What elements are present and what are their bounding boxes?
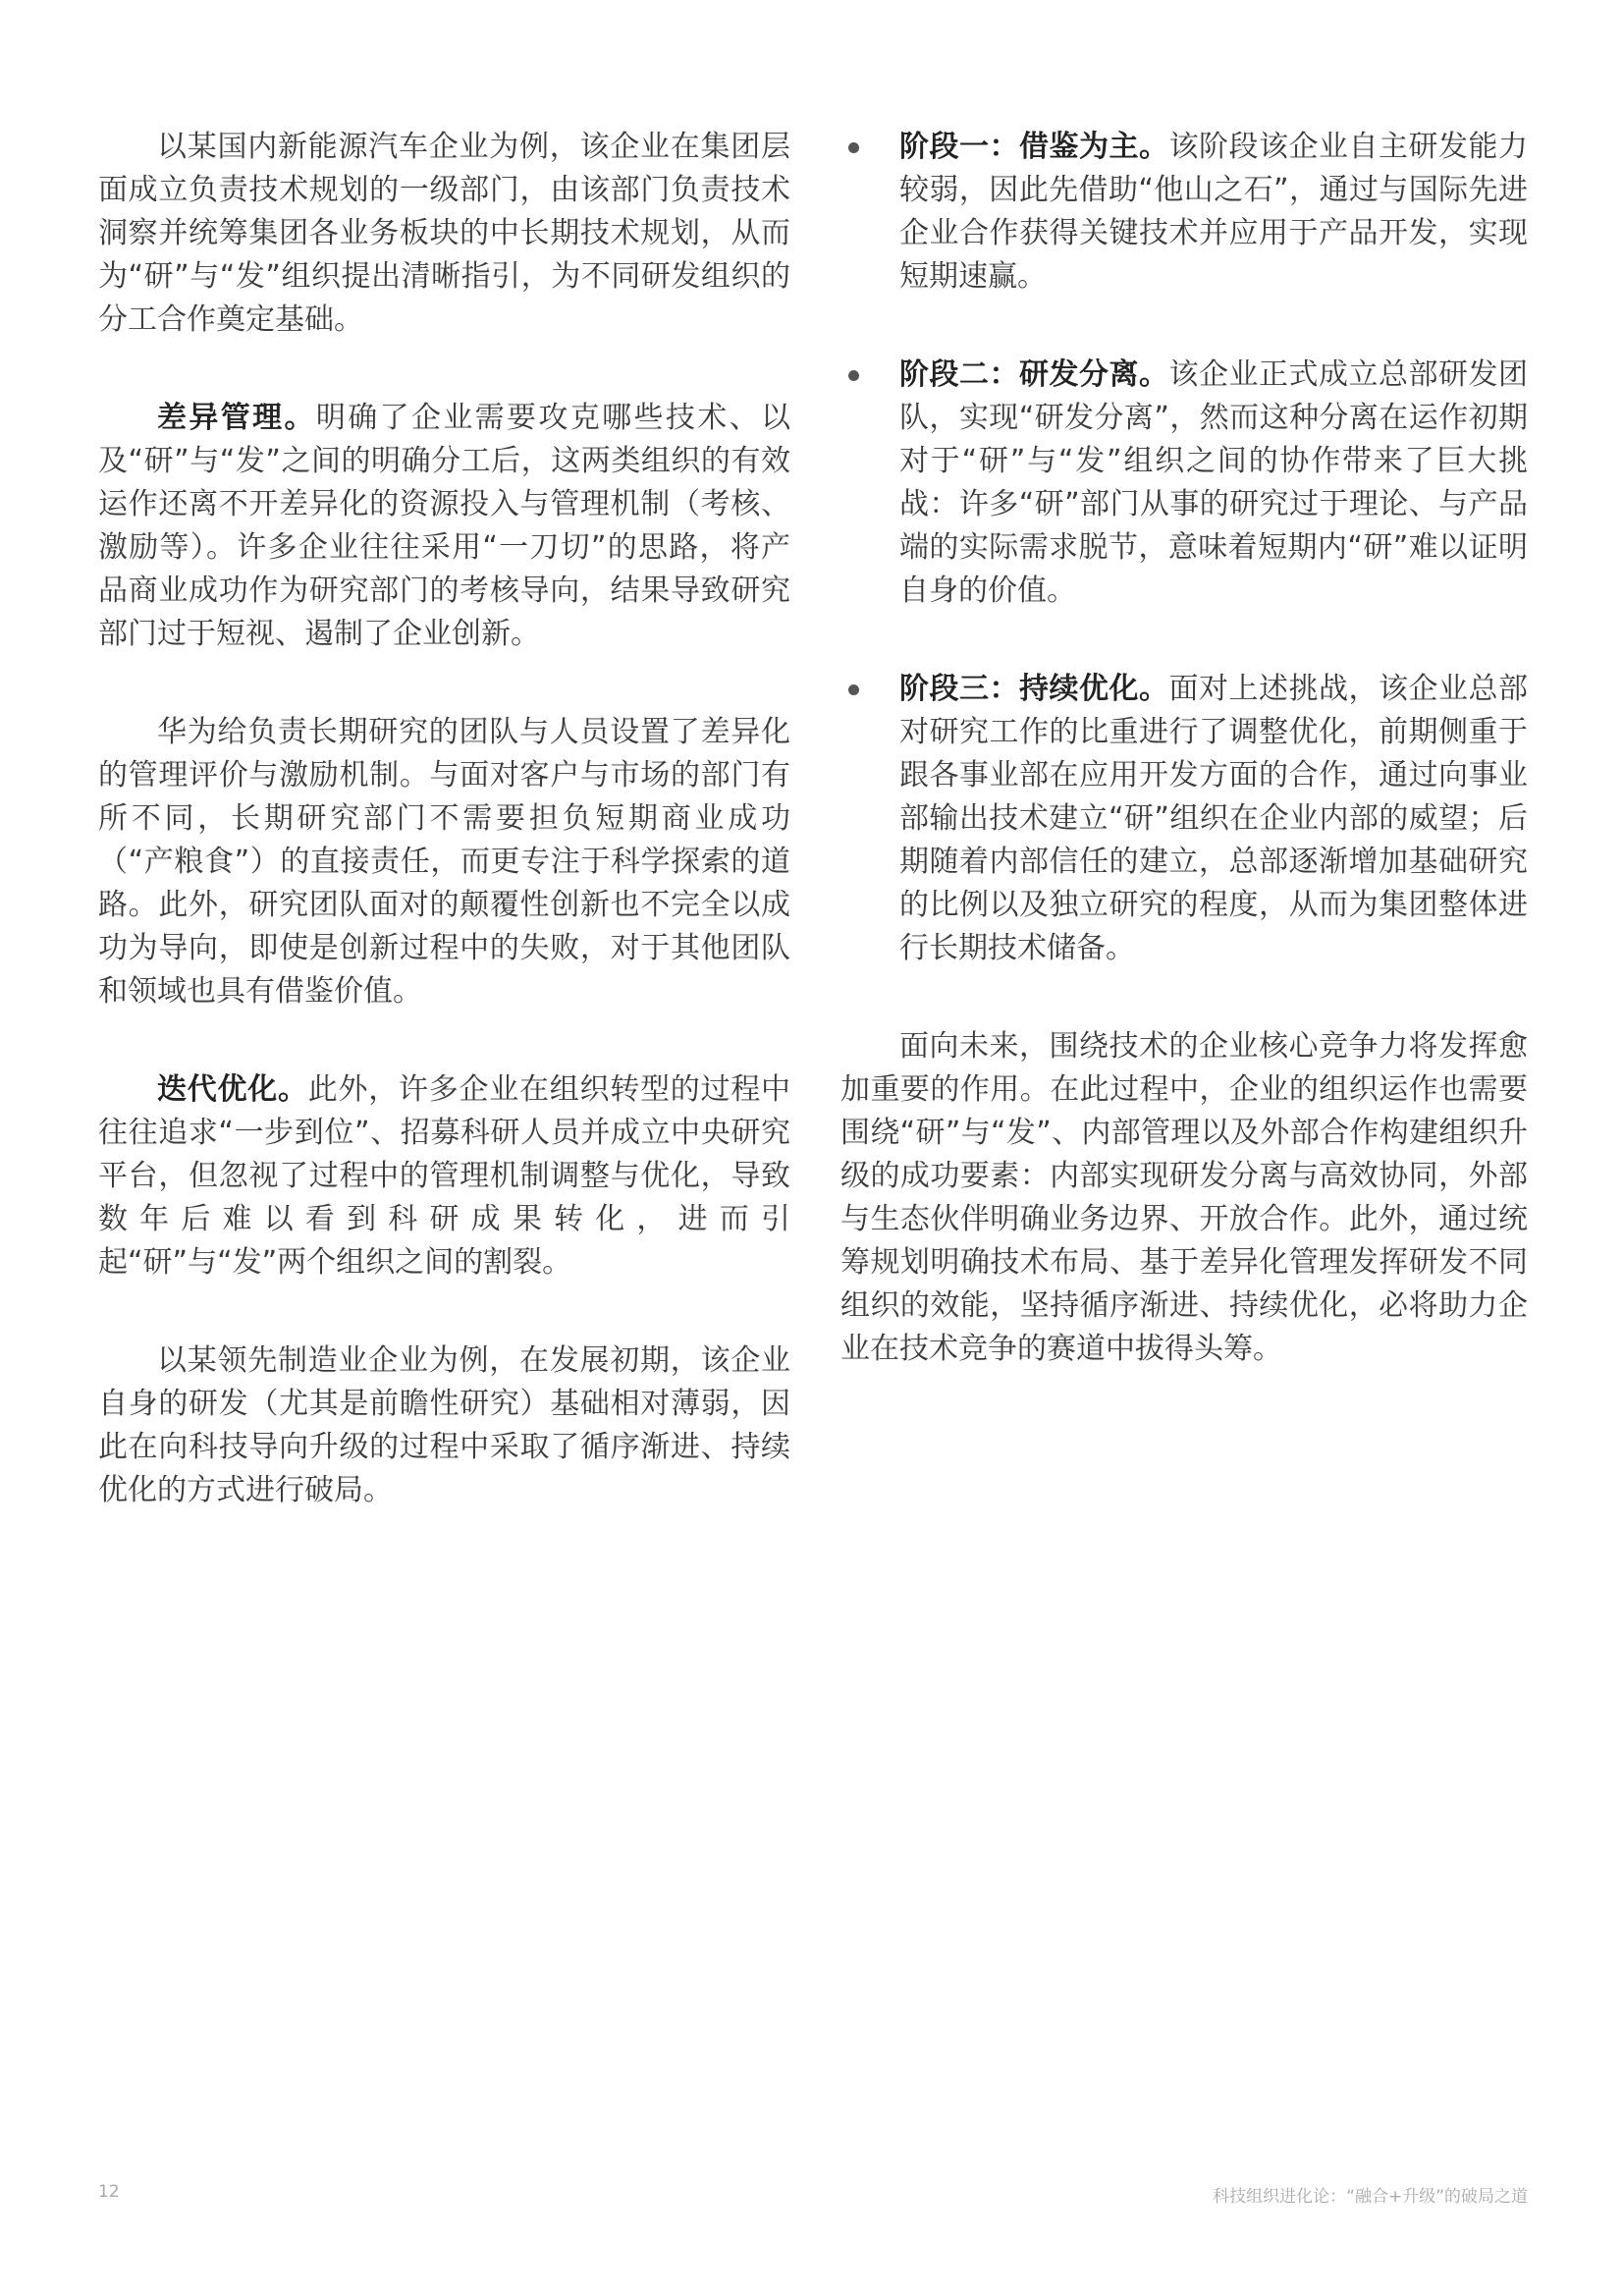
bullet-heading: 阶段三：持续优化。 <box>899 672 1169 706</box>
closing-paragraph: 面向未来，围绕技术的企业核心竞争力将发挥愈加重要的作用。在此过程中，企业的组织运作也需要围绕“研”与“发”、内部管理以及外部合作构建组织升级的成功要素：内部实现研发分离与高效协同，外部与生态伙伴明确业务边界、开放合作。此外，通过统筹规划明确技术布局、基于差异化管理发挥研发不同组织的效能，坚持循序渐进、持续优化，必将助力企业在技术竞争的赛道中拔得头筹。 <box>840 1029 1528 1366</box>
page-number: 12 <box>98 2182 120 2202</box>
running-title: 科技组织进化论：“融合+升级”的破局之道 <box>1213 2187 1528 2207</box>
left-column <box>98 126 790 1567</box>
bullet-item: 阶段三：持续优化。面对上述挑战，该企业总部对研究工作的比重进行了调整优化，前期侧重于跟各事业部在应用开发方面的合作，通过向事业部输出技术建立“研”组织在企业内部的威望；后期随着内部信任的建立，总部逐渐增加基础研究的比例以及独立研究的程度，从而为集团整体进行长期技术储备。 <box>840 668 1528 970</box>
paragraph: 迭代优化。此外，许多企业在组织转型的过程中往往追求“一步到位”、招募科研人员并成立中央研究平台，但忽视了过程中的管理机制调整与优化，导致数年后难以看到科研成果转化，进而引起“研”与“发”两个组织之间的割裂。 <box>98 1072 790 1280</box>
bullet-heading: 阶段二：研发分离。 <box>899 357 1169 392</box>
paragraph-heading: 差异管理。 <box>157 401 316 435</box>
paragraph: 以某领先制造业企业为例，在发展初期，该企业自身的研发（尤其是前瞻性研究）基础相对薄弱，因此在向科技导向升级的过程中采取了循序渐进、持续优化的方式进行破局。 <box>98 1343 790 1507</box>
paragraph: 华为给负责长期研究的团队与人员设置了差异化的管理评价与激励机制。与面对客户与市场的部门有所不同，长期研究部门不需要担负短期商业成功（“产粮食”）的直接责任，而更专注于科学探索的道路。此外，研究团队面对的颠覆性创新也不完全以成功为导向，即使是创新过程中的失败，对于其他团队和领域也具有借鉴价值。 <box>98 715 790 1009</box>
bullet-dot-icon <box>848 684 859 695</box>
bullet-item: 阶段二：研发分离。该企业正式成立总部研发团队，实现“研发分离”，然而这种分离在运作初期对于“研”与“发”组织之间的协作带来了巨大挑战：许多“研”部门从事的研究过于理论、与产品端的实际需求脱节，意味着短期内“研”难以证明自身的价值。 <box>840 354 1528 613</box>
bullet-dot-icon <box>848 142 859 153</box>
paragraph: 差异管理。明确了企业需要攻克哪些技术、以及“研”与“发”之间的明确分工后，这两类组织的有效运作还离不开差异化的资源投入与管理机制（考核、激励等）。许多企业往往采用“一刀切”的思路，将产品商业成功作为研究部门的考核导向，结果导致研究部门过于短视、遏制了企业创新。 <box>98 401 791 651</box>
bullet-heading: 阶段一：借鉴为主。 <box>899 130 1169 164</box>
right-column <box>840 126 1528 1426</box>
bullet-item: 阶段一：借鉴为主。该阶段该企业自主研发能力较弱，因此先借助“他山之石”，通过与国际先进企业合作获得关键技术并应用于产品开发，实现短期速赢。 <box>840 126 1528 299</box>
paragraph: 以某国内新能源汽车企业为例，该企业在集团层面成立负责技术规划的一级部门，由该部门负责技术洞察并统筹集团各业务板块的中长期技术规划，从而为“研”与“发”组织提出清晰指引，为不同研发组织的分工合作奠定基础。 <box>98 130 790 337</box>
paragraph-heading: 迭代优化。 <box>157 1072 308 1107</box>
bullet-dot-icon <box>848 370 859 381</box>
